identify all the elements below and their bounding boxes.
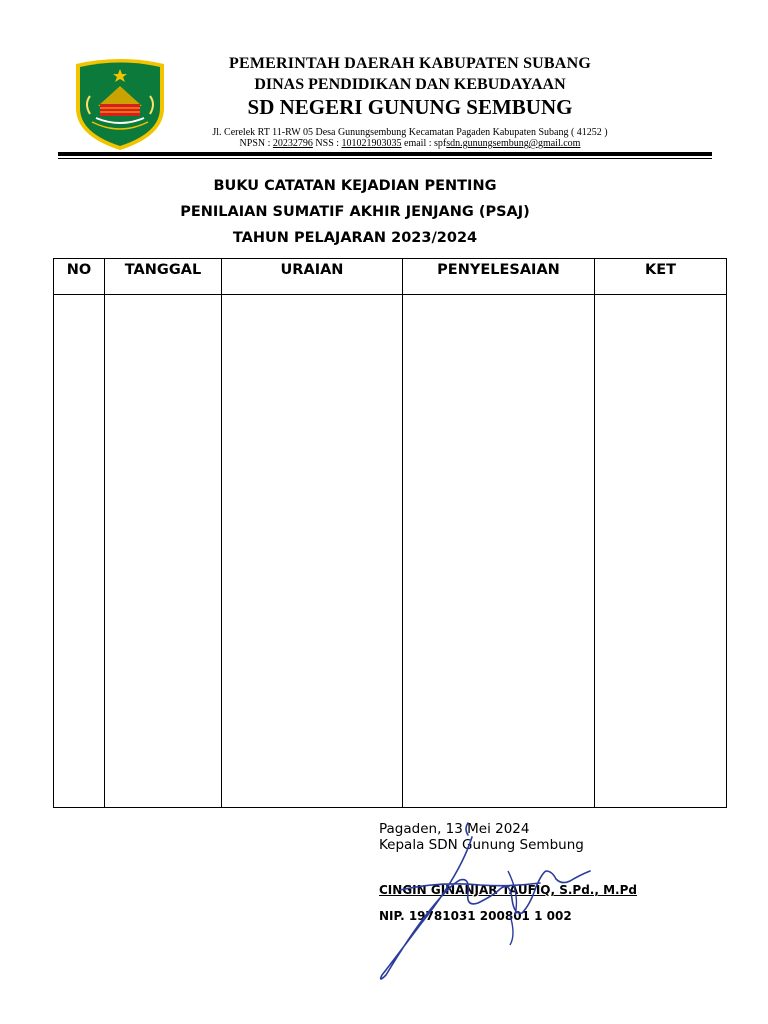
table-row: [54, 295, 727, 808]
cell-no[interactable]: [54, 295, 105, 808]
school-name: SD NEGERI GUNUNG SEMBUNG: [247, 95, 573, 119]
letterhead-line2: DINAS PENDIDIKAN DAN KEBUDAYAAN: [254, 76, 566, 93]
npsn-label: NPSN :: [239, 138, 273, 149]
place-date: Pagaden, 13 Mei 2024: [379, 821, 530, 837]
header-penyelesaian: PENYELESAIAN: [403, 259, 595, 295]
table-header-row: [54, 259, 727, 295]
header-no: NO: [54, 259, 105, 295]
school-address: Jl. Cerelek RT 11-RW 05 Desa Gunungsembung Kecamatan Pagaden Kabupaten Subang ( 41252 ): [212, 127, 608, 138]
email-link[interactable]: sdn.gunungsembung@gmail.com: [446, 138, 581, 149]
cell-penyelesaian[interactable]: [403, 295, 595, 808]
header-uraian: URAIAN: [222, 259, 403, 295]
npsn-value: 20232796: [272, 138, 313, 149]
letterhead-divider-thick: [58, 152, 712, 156]
signer-name: CINGIN GINANJAR TAUFIQ, S.Pd., M.Pd: [379, 883, 637, 897]
letterhead-line1: PEMERINTAH DAERAH KABUPATEN SUBANG: [229, 55, 591, 72]
incident-log-table: [53, 258, 727, 808]
email-label: email : spf: [401, 138, 447, 149]
handwritten-signature: [360, 815, 650, 990]
document-title-line1: BUKU CATATAN KEJADIAN PENTING: [213, 178, 497, 194]
signer-nip: NIP. 19781031 200801 1 002: [379, 909, 572, 923]
nss-value: 101021903035: [341, 138, 402, 149]
document-title-line3: TAHUN PELAJARAN 2023/2024: [232, 230, 478, 246]
cell-uraian[interactable]: [222, 295, 403, 808]
header-ket: KET: [595, 259, 727, 295]
signer-position: Kepala SDN Gunung Sembung: [379, 837, 584, 853]
document-title-line2: PENILAIAN SUMATIF AKHIR JENJANG (PSAJ): [180, 204, 530, 220]
cell-tanggal[interactable]: [105, 295, 222, 808]
school-crest-logo: [70, 56, 170, 152]
school-identifiers: [160, 138, 660, 149]
nss-label: NSS :: [312, 138, 342, 149]
cell-ket[interactable]: [595, 295, 727, 808]
header-tanggal: TANGGAL: [105, 259, 222, 295]
letterhead-divider-thin: [58, 158, 712, 159]
